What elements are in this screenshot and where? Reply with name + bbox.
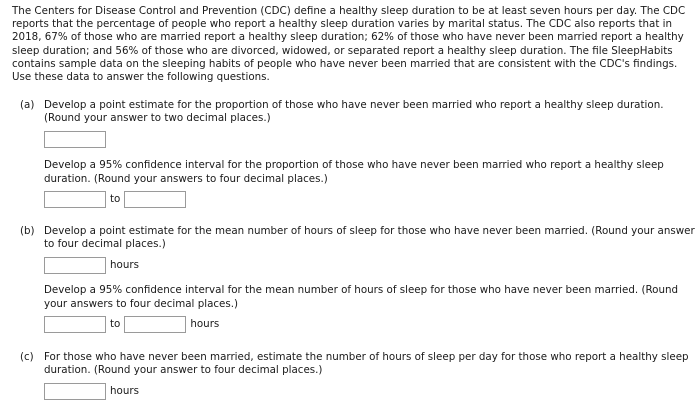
part-c-label: (c) bbox=[20, 351, 34, 363]
part-a-point-estimate-question: Develop a point estimate for the proportion of those who have never been married who report a healthy sleep duration. (Round your answer to two decimal places.) bbox=[44, 99, 664, 125]
part-b-label: (b) bbox=[20, 225, 35, 237]
part-c-estimate-unit: hours bbox=[110, 385, 139, 398]
part-a-point-estimate-row bbox=[44, 131, 696, 148]
part-a-ci-lower-input[interactable] bbox=[44, 191, 106, 208]
part-a-ci-to-label: to bbox=[110, 192, 121, 205]
part-b-ci-lower-input[interactable] bbox=[44, 316, 106, 333]
part-c-estimate-question: For those who have never been married, estimate the number of hours of sleep per day for those who report a healthy sleep duration. (Round your answer to four decimal places.) bbox=[44, 351, 689, 377]
part-c-estimate-input[interactable] bbox=[44, 383, 106, 400]
part-a-point-estimate-input[interactable] bbox=[44, 131, 106, 148]
part-b-ci-upper-input[interactable] bbox=[124, 316, 186, 333]
part-b-point-estimate-question: Develop a point estimate for the mean number of hours of sleep for those who have never been married. (Round your answer to four decimal places.) bbox=[44, 225, 695, 251]
part-a-ci-upper-input[interactable] bbox=[124, 191, 186, 208]
part-a-ci-question: Develop a 95% confidence interval for the proportion of those who have never been married who report a healthy sleep duration. (Round your answers to four decimal places.) bbox=[44, 159, 664, 185]
part-a-ci-row bbox=[44, 191, 696, 208]
problem-intro: The Centers for Disease Control and Prevention (CDC) define a healthy sleep duration to be at least seven hours per day. The CDC reports that the percentage of people who report a healthy sleep duration varies by marital status. The CDC also reports that in 2018, 67% of those who are married report a healthy sleep duration; 62% of those who have never been married report a healthy sleep duration; and 56% of those who are divorced, widowed, or separated report a healthy sleep duration. The file SleepHabits contains sample data on the sleeping habits of people who have never been married that are consistent with the CDC's findings. Use these data to answer the following questions. bbox=[12, 5, 686, 84]
part-b-ci-unit: hours bbox=[190, 317, 220, 330]
part-b-ci-row bbox=[44, 316, 696, 333]
part-c bbox=[20, 351, 696, 400]
part-b-point-estimate-input[interactable] bbox=[44, 257, 106, 274]
part-b-point-estimate-unit: hours bbox=[110, 259, 139, 272]
part-a-label: (a) bbox=[20, 99, 35, 111]
part-c-estimate-row bbox=[44, 383, 696, 400]
part-b-point-estimate-row bbox=[44, 257, 696, 274]
part-b bbox=[20, 225, 696, 333]
part-b-ci-question: Develop a 95% confidence interval for the mean number of hours of sleep for those who have never been married. (Round your answers to four decimal places.) bbox=[44, 284, 679, 310]
part-a bbox=[20, 99, 696, 208]
part-b-ci-to-label: to bbox=[110, 317, 121, 330]
